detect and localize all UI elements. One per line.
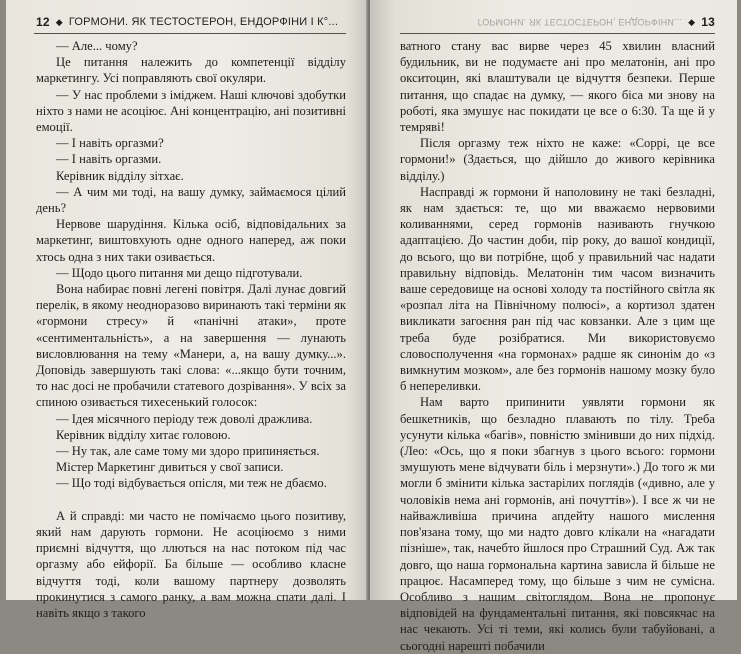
paragraph: — Ідея місячного періоду теж доволі дражлива. — [56, 411, 313, 426]
right-page — [370, 0, 737, 653]
paragraph: Це питання належить до компетенції відділу маркетингу. Усі поправляють свої окуляри. — [36, 55, 346, 86]
paragraph: ватного стану вас вирве через 45 хвилин власний будильник, ви не подумаєте ані про мелатонін, ані про окситоцин, які влаштували це відчуття безпеки. Перше питання, що спадає на думку, — якого біса ми знову на роботі, яка змушує нас покидати це все о 6:30. Та ще й у темряві! — [400, 39, 715, 135]
paragraph: — У нас проблеми з іміджем. Наші ключові здобутки ніхто з нами не асоціює. Ані концентрацію, ані позитивні емоції. — [36, 87, 346, 135]
paragraph: — А чим ми тоді, на вашу думку, займаємося цілий день? — [36, 184, 346, 216]
paragraph: А й справді: ми часто не помічаємо цього позитиву, який нам дарують гормони. Не асоціюємо з ними приємні відчуття, що ллються на нас потоком під час оргазму або ейфорії. Ба більше — особливо класне відчуття тоді, коли вашому партнеру дозволять прокинутися з самого ранку, а вам можна спати далі. І навіть якщо з такого — [36, 508, 346, 620]
paragraph: — Щодо цього питання ми дещо підготували. — [56, 265, 303, 280]
right-page-number: 13 — [701, 15, 715, 29]
right-running-header — [400, 14, 715, 30]
left-page-number: 12 — [36, 15, 50, 29]
left-running-header — [36, 14, 346, 30]
paragraph: Керівник відділу зітхає. — [56, 168, 184, 183]
paragraph: Нам варто припинити уявляти гормони як бешкетників, що безладно плавають по тілу. Треба усунути кілька «багів», повністю змінивши до них підхід. (Лео: «Ось, що я поки збагнув з цього всього: гормони змушують мене відчувати біль і мерзнути».) До того ж ми могли б змінити кілька застарілих поглядів («дивно, але у чоловіків нема ані гормонів, ані почуттів»). І все ж чи не найважливіша причина апдейту нашого мислення пов'язана тому, що ми надто довго клікали на «нагадати пізніше», так, начебто йшлося про Страшний Суд. Аж так довго, що наша гормональна картина зависла й більше не працює. Насамперед тому, що більше з чим не сумісна. Особливо з нашим світоглядом. Вона не пропонує відповідей на фундаментальні питання, які повсякчас на нас чекають. Усі ті теми, які колись були табуйовані, а сьогодні нарешті побачили — [400, 395, 715, 653]
paragraph: — І навіть оргазми. — [56, 152, 162, 167]
left-body-text — [36, 38, 346, 621]
paragraph: Керівник відділу хитає головою. — [56, 427, 231, 442]
right-header-title: ГОРМОНИ. ЯК ТЕСТОСТЕРОН, ЕНДОРФІНИ... — [477, 17, 683, 27]
paragraph: — Що тоді відбувається опісля, ми теж не дбаємо. — [56, 476, 327, 491]
paragraph: — Але... чому? — [56, 39, 138, 53]
paragraph: Насправді ж гормони й наполовину не такі безладні, як нам здається: те, що ми вважаємо нервовими коливаннями, серед гормонів називають гнучкою адаптацією. До частин доби, пір року, до вашої кондиції, до всього, що ви потрібне, щоб у правильний час надати правильну відповідь. Мелатонін тим часом визначить ваше середовище на основі холоду та постійного світла як «розпал літа на Північному полюсі», а кортизол здатен викликати загоєння ран під час ковзанки. Але з цим ще треба буде розібратися. Ми використовуємо словосполучення «на гормонах» радше як синонім до «з вимкнутим мозком», але без гормонів нашому мозку було б непереливки. — [400, 184, 715, 394]
paragraph: Містер Маркетинг дивиться у свої записи. — [56, 460, 284, 475]
left-page — [6, 0, 368, 620]
diamond-ornament-icon: ◆ — [688, 16, 696, 27]
header-rule — [34, 33, 346, 34]
right-body-text — [400, 38, 715, 654]
header-rule — [400, 33, 715, 34]
diamond-ornament-icon: ◆ — [55, 16, 63, 27]
paragraph: Нервове шарудіння. Кілька осіб, відповідальних за маркетинг, виштовхують одне одного наперед, аж поки хтось одна з них таки озивається. — [36, 217, 346, 264]
left-header-title: ГОРМОНИ. ЯК ТЕСТОСТЕРОН, ЕНДОРФІНИ І К°... — [68, 16, 339, 28]
paragraph: Вона набирає повні легені повітря. Далі лунає довгий перелік, в якому неодноразово виринають такі терміни як «гормони стресу» й «панічні атаки», проте «сентиментальність», а на завершення — лунають висловлювання на тему «Манери, а, на вашу думку...». Доповідь завершують такі слова: «...якщо бути точним, то нас досі не пробачили статевого дозрівання». У всіх за спиною озивається тихесенький голосок: — [36, 282, 346, 410]
paragraph: Після оргазму теж ніхто не каже: «Соррі, це все гормони!» (Здається, що дійшло до живого керівника відділу.) — [400, 136, 715, 183]
paragraph: — Ну так, але саме тому ми здоро припиняється. — [56, 444, 320, 459]
paragraph: — І навіть оргазми? — [56, 136, 164, 151]
